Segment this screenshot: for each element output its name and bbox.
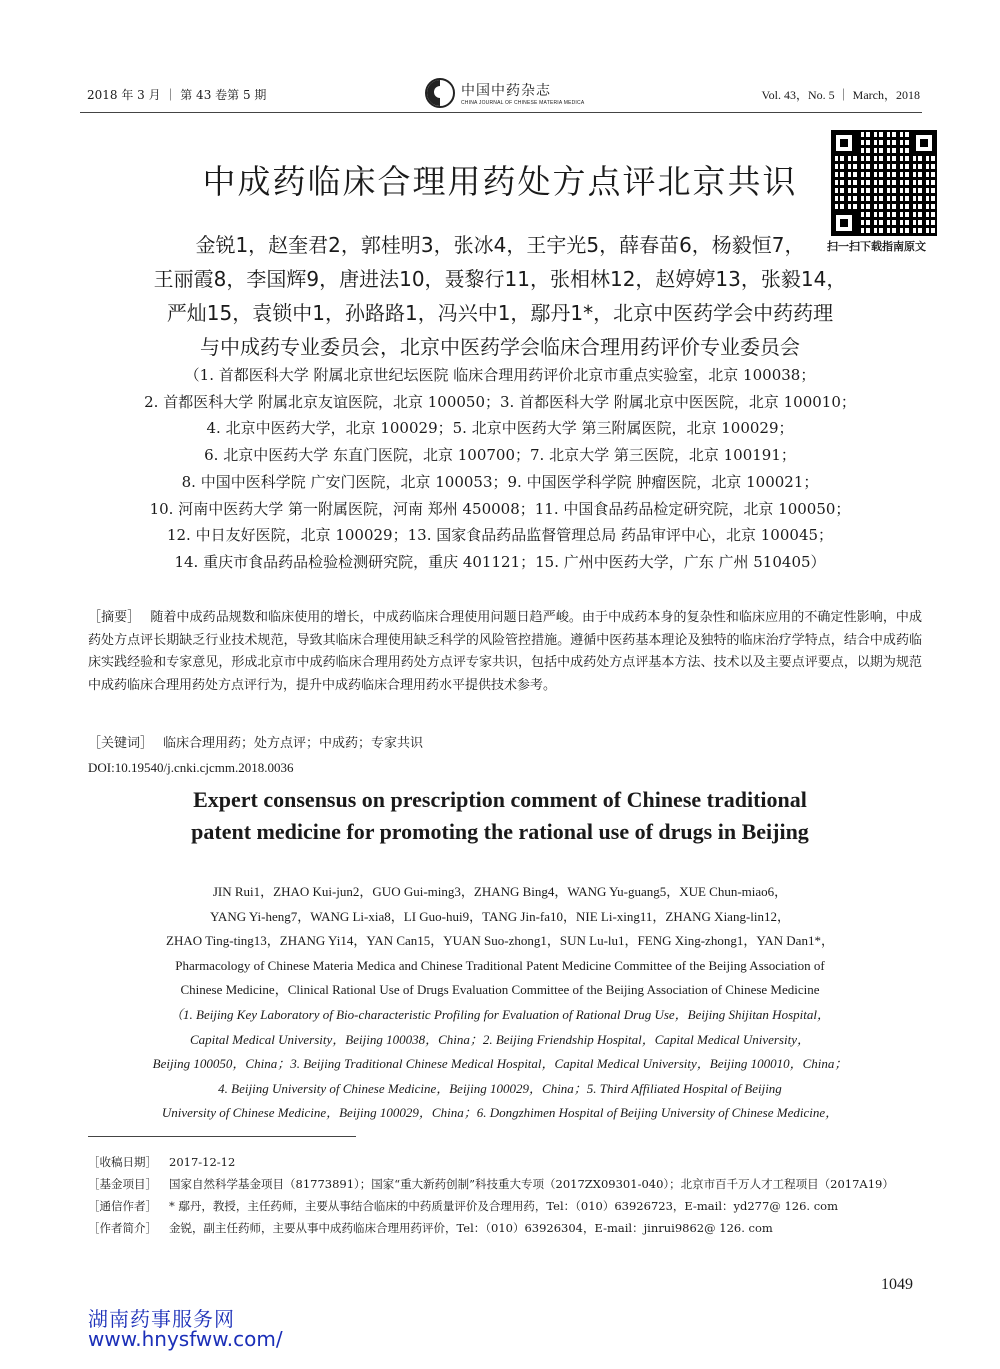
page-number: 1049: [881, 1276, 913, 1293]
abstract-label: ［摘要］: [88, 610, 141, 625]
affiliation-line: 10. 河南中医药大学 第一附属医院，河南 郑州 450008；11. 中国食品药品检定研究院，北京 100050；: [149, 499, 851, 518]
qr-caption: 扫一扫下载指南原文: [827, 240, 926, 253]
journal-name-cn: 中国中药杂志: [461, 83, 551, 99]
affiliation-line: 12. 中日友好医院，北京 100029；13. 国家食品药品监督管理总局 药品审评中心，北京 100045；: [166, 526, 834, 545]
footnote-author-bio: [88, 1217, 922, 1239]
title-en-line: Expert consensus on prescription comment of Chinese traditional: [193, 787, 807, 812]
footnote-funding: [88, 1173, 922, 1195]
volume-info: Vol. 43，No. 5 ｜ March，2018: [761, 88, 920, 102]
author-line: 与中成药专业委员会，北京中医药学会临床合理用药评价专业委员会: [200, 335, 800, 359]
author-en-line: Chinese Medicine，Clinical Rational Use of Drugs Evaluation Committee of the Beijing Association of Chinese Medicine: [180, 982, 820, 998]
journal-masthead: [425, 78, 584, 108]
qr-code-icon[interactable]: [831, 130, 937, 236]
watermark-name: 湖南药事服务网: [88, 1307, 235, 1331]
authors-affiliations-en: [90, 880, 910, 1126]
author-en-line: JIN Rui1，ZHAO Kui-jun2，GUO Gui-ming3，ZHANG Bing4，WANG Yu-guang5，XUE Chun-miao6，: [212, 884, 788, 899]
footnote-received: [88, 1151, 922, 1173]
article-title-en: [0, 784, 1000, 848]
affiliation-en-line: （1. Beijing Key Laboratory of Bio-characteristic Profiling for Evaluation of Rational Drug Use，Beijing Shijitan Hospital，: [170, 1006, 830, 1022]
footnotes: [88, 1151, 922, 1239]
article-title-cn: 中成药临床合理用药处方点评北京共识: [202, 162, 798, 201]
keywords: [88, 732, 423, 751]
affiliation-en-line: University of Chinese Medicine，Beijing 100029，China；6. Dongzhimen Hospital of Beijing University of Chinese Medicine，: [161, 1105, 839, 1121]
affiliation-line: 4. 北京中医药大学，北京 100029；5. 北京中医药大学 第三附属医院，北京 100029；: [206, 419, 794, 438]
affiliation-en-line: Beijing 100050，China；3. Beijing Traditional Chinese Medical Hospital，Capital Medical University，Beijing 100010，China；: [152, 1056, 848, 1072]
affiliation-line: 14. 重庆市食品药品检验检测研究院，重庆 401121；15. 广州中医药大学，广东 广州 510405）: [174, 552, 826, 571]
doi[interactable]: DOI:10.19540/j.cnki.cjcmm.2018.0036: [88, 760, 294, 775]
keywords-text: 临床合理用药；处方点评；中成药；专家共识: [163, 736, 424, 751]
author-line: 严灿15，袁锁中1，孙路路1，冯兴中1，鄢丹1*，北京中医药学会中药药理: [166, 301, 834, 325]
footnote-label: ［作者简介］: [88, 1221, 157, 1235]
author-line: 王丽霞8，李国辉9，唐进法10，聂黎行11，张相林12，赵婷婷13，张毅14，: [153, 267, 847, 291]
footnote-label: ［通信作者］: [88, 1199, 157, 1213]
affiliation-line: 2. 首都医科大学 附属北京友谊医院，北京 100050；3. 首都医科大学 附属北京中医医院，北京 100010；: [144, 392, 856, 411]
footnote-corresponding: [88, 1195, 922, 1217]
watermark-url[interactable]: www.hnysfww.com/: [88, 1327, 283, 1351]
abstract-text: 随着中成药品规数和临床使用的增长，中成药临床合理使用问题日趋严峻。由于中成药本身的复杂性和临床应用的不确定性影响，中成药处方点评长期缺乏行业技术规范，导致其临床合理使用缺乏科学的风险管控措施。遵循中医药基本理论及独特的临床治疗学特点，结合中成药临床实践经验和专家意见，形成北京市中成药临床合理用药处方点评专家共识，包括中成药处方点评基本方法、技术以及主要点评要点，以期为规范中成药临床合理用药处方点评行为，提升中成药临床合理用药水平提供技术参考。: [88, 610, 922, 693]
authors-cn: [0, 228, 1000, 364]
title-en-line: patent medicine for promoting the rational use of drugs in Beijing: [191, 819, 809, 844]
author-en-line: Pharmacology of Chinese Materia Medica and Chinese Traditional Patent Medicine Committee of the Beijing Association of: [175, 957, 825, 973]
abstract: [88, 607, 922, 697]
footnote-text: 国家自然科学基金项目（81773891）；国家“重大新药创制”科技重大专项（2017ZX09301-040）；北京市百千万人才工程项目（2017A19）: [169, 1177, 894, 1191]
author-en-line: ZHAO Ting-ting13，ZHANG Yi14，YAN Can15，YUAN Suo-zhong1，SUN Lu-lu1，FENG Xing-zhong1，YAN Dan1*，: [166, 933, 834, 949]
affiliation-en-line: 4. Beijing University of Chinese Medicine，Beijing 100029，China；5. Third Affiliated Hospital of Beijing: [218, 1080, 782, 1096]
affiliation-en-line: Capital Medical University，Beijing 100038，China；2. Beijing Friendship Hospital，Capital Medical University，: [190, 1031, 810, 1047]
footnote-divider: [88, 1136, 356, 1137]
affiliation-line: 6. 北京中医药大学 东直门医院，北京 100700；7. 北京大学 第三医院，北京 100191；: [204, 446, 796, 465]
journal-logo-icon: [425, 78, 455, 108]
header-divider: [80, 112, 922, 113]
footnote-label: ［基金项目］: [88, 1177, 157, 1191]
affiliation-line: 8. 中国中医科学院 广安门医院，北京 100053；9. 中国医学科学院 肿瘤医院，北京 100021；: [181, 472, 819, 491]
affiliations-cn: [60, 362, 940, 576]
footnote-label: ［收稿日期］: [88, 1155, 157, 1169]
footnote-text: 金锐，副主任药师，主要从事中成药临床合理用药评价，Tel：（010）63926304，E-mail：jinrui9862@ 126. com: [169, 1221, 773, 1235]
issue-info: 2018 年 3 月 ｜ 第 43 卷第 5 期: [87, 88, 267, 102]
footnote-text: * 鄢丹，教授，主任药师，主要从事结合临床的中药质量评价及合理用药，Tel：（010）63926723，E-mail：yd277@ 126. com: [169, 1199, 839, 1213]
author-line: 金锐1，赵奎君2，郭桂明3，张冰4，王宇光5，薛春苗6，杨毅恒7，: [195, 233, 805, 257]
affiliation-line: （1. 首都医科大学 附属北京世纪坛医院 临床合理用药评价北京市重点实验室，北京 100038；: [184, 366, 816, 384]
author-en-line: YANG Yi-heng7，WANG Li-xia8，LI Guo-hui9，TANG Jin-fa10，NIE Li-xing11，ZHANG Xiang-lin12，: [209, 908, 791, 924]
keywords-label: ［关键词］: [88, 736, 154, 751]
journal-name-en: CHINA JOURNAL OF CHINESE MATERIA MEDICA: [461, 100, 585, 106]
footnote-text: 2017-12-12: [169, 1155, 236, 1169]
